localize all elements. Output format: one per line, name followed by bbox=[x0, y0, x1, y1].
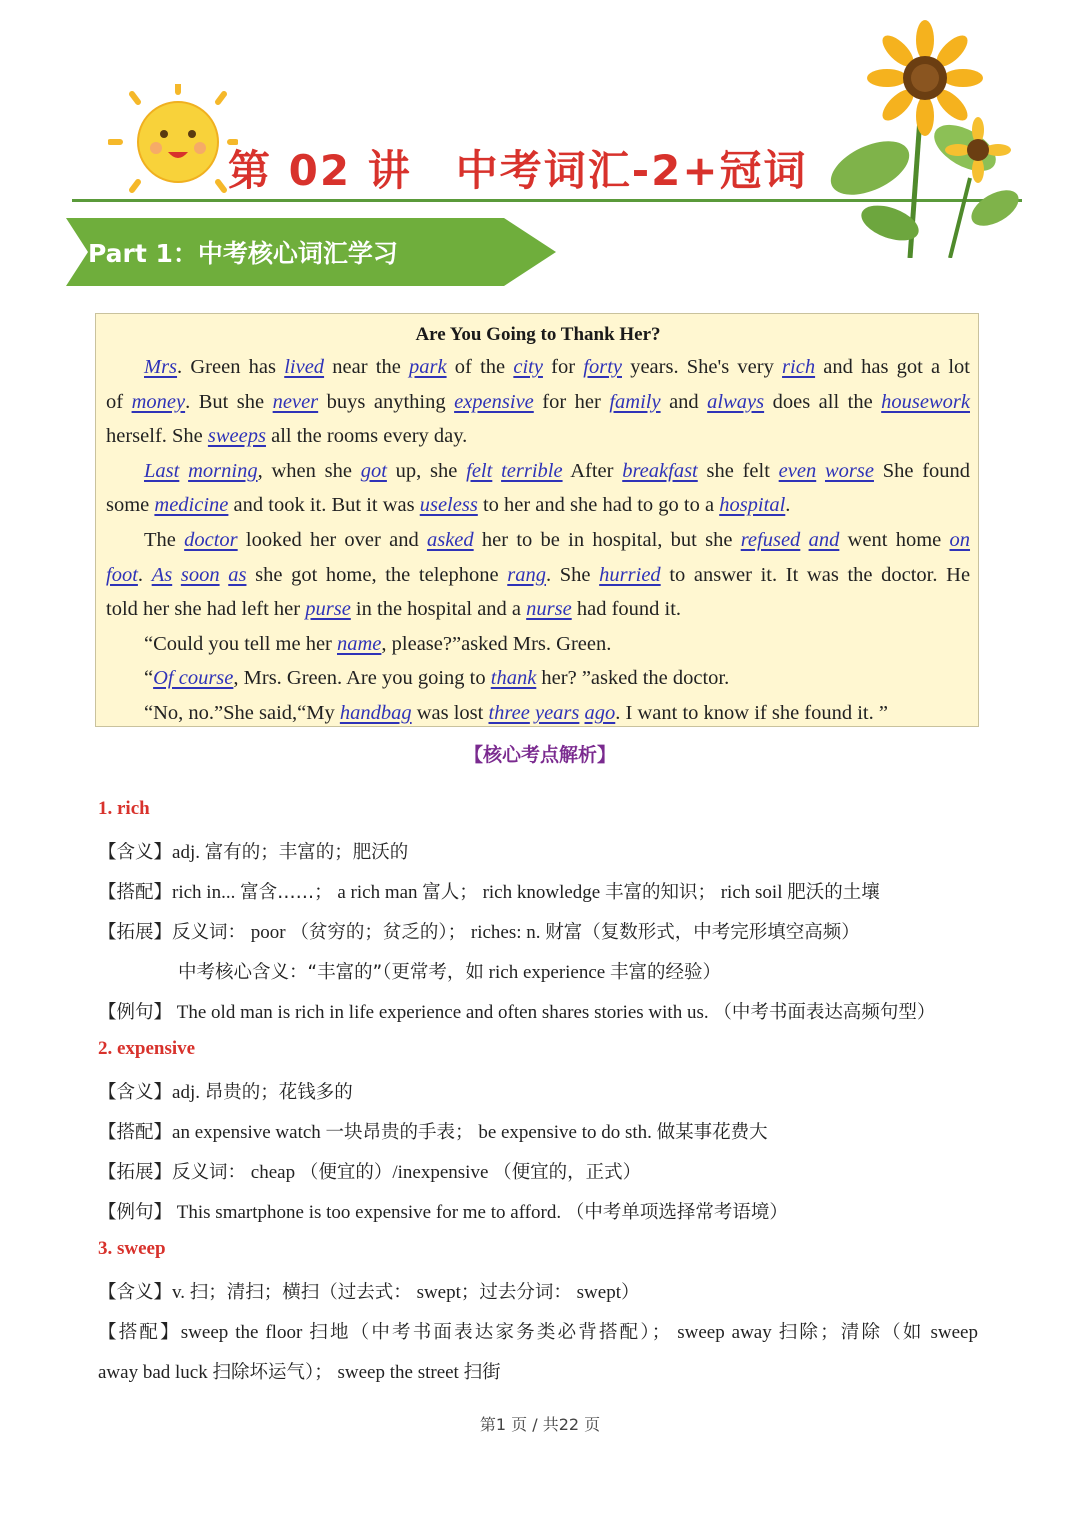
english-text: sweep bbox=[923, 1322, 978, 1343]
key-word: got bbox=[360, 459, 387, 482]
entry-title: 1. rich bbox=[98, 798, 150, 819]
passage-text: went home bbox=[839, 529, 950, 551]
key-word: terrible bbox=[501, 459, 563, 482]
entry-row bbox=[98, 838, 408, 864]
passage-text bbox=[800, 529, 808, 551]
passage-text: to answer it. It was the doctor. He bbox=[660, 563, 971, 586]
chinese-text: 【搭配】 bbox=[98, 882, 173, 903]
passage-text: near the bbox=[324, 356, 410, 378]
passage-text: does all the bbox=[764, 390, 882, 413]
entry-row bbox=[98, 1358, 501, 1384]
key-word: even bbox=[778, 459, 817, 482]
key-word: useless bbox=[419, 494, 478, 517]
key-word: expensive bbox=[454, 390, 534, 413]
passage-text: for her bbox=[533, 390, 610, 413]
english-text: v. bbox=[172, 1282, 190, 1303]
passage-text: all the rooms every day. bbox=[265, 425, 468, 448]
passage-line bbox=[144, 633, 611, 656]
english-text: The old man is rich in life experience and often shares stories with us. bbox=[172, 1002, 714, 1023]
passage-line bbox=[106, 494, 790, 517]
passage-text: her to be in hospital, but she bbox=[473, 529, 741, 551]
passage-text: had found it. bbox=[571, 598, 682, 621]
passage-text: . Green has bbox=[177, 356, 285, 378]
chinese-text: （中考书面表达高频句型） bbox=[713, 1002, 936, 1023]
passage-text: and took it. But it was bbox=[228, 494, 420, 517]
chinese-text: 【含义】 bbox=[98, 842, 173, 863]
chinese-text: 扫街 bbox=[463, 1362, 501, 1383]
english-text: swept bbox=[411, 1282, 461, 1303]
lesson-title bbox=[228, 138, 808, 198]
chinese-text: 丰富的知识； bbox=[604, 882, 716, 903]
chinese-text: （便宜的，正式） bbox=[493, 1162, 642, 1183]
passage-text: . bbox=[785, 494, 791, 517]
key-word: purse bbox=[305, 598, 351, 621]
passage-line bbox=[144, 667, 729, 690]
entry-row bbox=[98, 918, 860, 944]
key-word: Last bbox=[144, 459, 180, 482]
passage-text: The bbox=[144, 529, 185, 551]
chinese-text: 【含义】 bbox=[98, 1082, 173, 1103]
key-word: thank bbox=[490, 667, 537, 690]
key-word: asked bbox=[426, 529, 474, 551]
passage-text: some bbox=[106, 494, 155, 517]
english-text: sweep the street bbox=[332, 1362, 464, 1383]
passage-text bbox=[816, 460, 825, 482]
chinese-text: 做某事花费大 bbox=[656, 1122, 768, 1143]
passage-line bbox=[106, 425, 467, 448]
passage-text: “Could you tell me her bbox=[144, 632, 337, 655]
passage-text: and has got a lot bbox=[815, 356, 970, 378]
key-word: hurried bbox=[599, 563, 661, 586]
key-word: breakfast bbox=[622, 459, 698, 482]
english-text: cheap bbox=[246, 1162, 300, 1183]
english-text: rich knowledge bbox=[477, 882, 605, 903]
chinese-text: 财富（复数形式，中考完形填空高频） bbox=[545, 922, 860, 943]
entry-row bbox=[178, 958, 721, 984]
key-word: never bbox=[272, 390, 319, 413]
chinese-text: 反义词： bbox=[172, 1162, 247, 1183]
chinese-text: 【拓展】 bbox=[98, 922, 173, 943]
entry-row bbox=[98, 878, 880, 904]
passage-text: , please?”asked Mrs. Green. bbox=[381, 632, 612, 655]
passage-text bbox=[172, 564, 181, 586]
english-text: a rich man bbox=[332, 882, 423, 903]
analysis-heading: 【核心考点解析】 bbox=[463, 744, 616, 766]
passage-text: “No, no.”She said,“My bbox=[144, 702, 340, 724]
key-word: Mrs bbox=[144, 356, 178, 378]
entry-title: 2. expensive bbox=[98, 1038, 196, 1059]
lesson-topic: 中考词汇-2+冠词 bbox=[455, 146, 808, 195]
key-word: doctor bbox=[184, 529, 238, 551]
passage-text: looked her over and bbox=[237, 529, 427, 551]
key-word: family bbox=[609, 390, 661, 413]
chinese-text: 中考核心含义：“丰富的”（更常考，如 bbox=[178, 962, 484, 983]
key-word: always bbox=[707, 390, 765, 413]
passage-text: herself. She bbox=[106, 425, 208, 448]
passage-line bbox=[144, 460, 970, 483]
chinese-text: （便宜的） bbox=[299, 1162, 393, 1183]
passage-line bbox=[144, 356, 970, 379]
chinese-text: 富含……； bbox=[240, 882, 333, 903]
chinese-text: 【例句】 bbox=[98, 1202, 173, 1223]
chinese-text: 扫除；清除（如 bbox=[778, 1322, 924, 1343]
key-word: soon bbox=[180, 563, 220, 586]
passage-text: she got home, the telephone bbox=[246, 563, 508, 586]
chinese-text: 反义词： bbox=[172, 922, 247, 943]
english-text: be expensive to do sth. bbox=[473, 1122, 657, 1143]
key-word: worse bbox=[824, 459, 874, 482]
entry-row bbox=[98, 1318, 978, 1344]
passage-line bbox=[106, 598, 681, 621]
entry-row bbox=[98, 1118, 768, 1144]
chinese-text: ；过去分词： bbox=[460, 1282, 572, 1303]
chinese-text: 【搭配】 bbox=[98, 1122, 173, 1143]
english-text: rich in... bbox=[172, 882, 241, 903]
chinese-text: 富有的；丰富的；肥沃的 bbox=[204, 842, 409, 863]
key-word: rich bbox=[782, 356, 816, 378]
english-text: riches: n. bbox=[466, 922, 546, 943]
chinese-text: 扫；清扫；横扫（过去式： bbox=[189, 1282, 412, 1303]
key-word: nurse bbox=[526, 598, 572, 621]
passage-text: . I want to know if she found it. ” bbox=[615, 702, 888, 724]
passage-text: , Mrs. Green. Are you going to bbox=[233, 667, 491, 690]
english-text: rich experience bbox=[483, 962, 610, 983]
key-word: name bbox=[337, 632, 382, 655]
english-text: an expensive watch bbox=[172, 1122, 326, 1143]
part-label: Part 1：中考核心词汇学习 bbox=[88, 239, 398, 268]
passage-text: her? ”asked the doctor. bbox=[536, 667, 730, 690]
key-word: as bbox=[228, 563, 247, 586]
key-word: lived bbox=[284, 356, 325, 378]
chinese-text: 富人； bbox=[422, 882, 478, 903]
english-text: rich soil bbox=[715, 882, 788, 903]
key-word: sweeps bbox=[207, 425, 266, 448]
passage-text: to her and she had to go to a bbox=[477, 494, 720, 517]
passage-text: in the hospital and a bbox=[350, 598, 527, 621]
key-word: handbag bbox=[339, 702, 412, 724]
english-text: away bad luck bbox=[98, 1362, 213, 1383]
sunflower-illustration bbox=[800, 18, 1030, 258]
passage-text bbox=[179, 460, 188, 482]
passage-text bbox=[492, 460, 501, 482]
entry-row bbox=[98, 1078, 353, 1104]
chinese-text: 【例句】 bbox=[98, 1002, 173, 1023]
passage-text: was lost bbox=[411, 702, 489, 724]
chinese-text: ） bbox=[620, 1282, 640, 1303]
key-word: medicine bbox=[154, 494, 229, 517]
key-word: morning bbox=[188, 459, 258, 482]
entry-row bbox=[98, 1158, 641, 1184]
entry-row bbox=[98, 998, 935, 1024]
chinese-text: 扫除坏运气）； bbox=[212, 1362, 333, 1383]
key-word: three bbox=[488, 702, 530, 724]
passage-text: years. She's very bbox=[621, 356, 783, 378]
key-word: years bbox=[534, 702, 580, 724]
key-word: foot bbox=[106, 563, 138, 586]
key-word: housework bbox=[881, 390, 970, 413]
passage-line bbox=[144, 529, 970, 552]
passage-text: she felt bbox=[697, 459, 779, 482]
passage-text: , when she bbox=[257, 459, 361, 482]
key-word: forty bbox=[583, 356, 622, 378]
chinese-text: 【搭配】 bbox=[98, 1322, 181, 1343]
passage-text: . bbox=[137, 563, 152, 586]
chinese-text: （中考单项选择常考语境） bbox=[565, 1202, 788, 1223]
passage-text: up, she bbox=[386, 459, 467, 482]
key-word: city bbox=[513, 356, 543, 378]
chinese-text: 扫地（中考书面表达家务类必背搭配）； bbox=[309, 1322, 671, 1343]
passage-text: After bbox=[562, 459, 623, 482]
chinese-text: （贫穷的；贫乏的）； bbox=[290, 922, 467, 943]
passage-line bbox=[106, 564, 970, 587]
english-text: sweep away bbox=[670, 1322, 779, 1343]
passage-line bbox=[144, 702, 888, 725]
english-text: sweep the floor bbox=[180, 1322, 310, 1343]
passage-title: Are You Going to Thank Her? bbox=[415, 324, 661, 345]
key-word: hospital bbox=[719, 494, 786, 517]
passage-text: of the bbox=[446, 356, 514, 378]
entry-row bbox=[98, 1198, 788, 1224]
entry-row bbox=[98, 1278, 640, 1304]
passage-text: told her she had left her bbox=[106, 598, 306, 621]
english-text: /inexpensive bbox=[392, 1162, 494, 1183]
page-footer: 第1 页 / 共22 页 bbox=[479, 1415, 601, 1434]
passage-text: of bbox=[106, 390, 132, 413]
chinese-text: 【含义】 bbox=[98, 1282, 173, 1303]
passage-text: She found bbox=[873, 459, 971, 482]
reading-passage bbox=[95, 313, 979, 727]
passage-text: “ bbox=[144, 667, 154, 690]
passage-text: and bbox=[660, 390, 708, 413]
passage-text bbox=[220, 564, 229, 586]
passage-text: buys anything bbox=[318, 390, 455, 413]
key-word: ago bbox=[584, 702, 616, 724]
key-word: and bbox=[808, 529, 840, 551]
passage-text: . She bbox=[546, 563, 600, 586]
english-text: This smartphone is too expensive for me to afford. bbox=[172, 1202, 566, 1223]
key-word: rang bbox=[507, 563, 546, 586]
key-word: refused bbox=[740, 529, 801, 551]
chinese-text: 【拓展】 bbox=[98, 1162, 173, 1183]
key-word: on bbox=[949, 529, 971, 551]
passage-line bbox=[106, 391, 970, 414]
english-text: adj. bbox=[172, 1082, 205, 1103]
key-word: As bbox=[151, 563, 173, 586]
chinese-text: 肥沃的土壤 bbox=[787, 882, 880, 903]
key-word: felt bbox=[466, 459, 493, 482]
passage-text: for bbox=[542, 356, 584, 378]
chinese-text: 一块昂贵的手表； bbox=[325, 1122, 474, 1143]
key-word: Of course bbox=[153, 667, 234, 690]
lesson-number: 第 02 讲 bbox=[228, 146, 412, 195]
chinese-text: 昂贵的；花钱多的 bbox=[204, 1082, 353, 1103]
english-text: adj. bbox=[172, 842, 205, 863]
english-text: swept bbox=[571, 1282, 621, 1303]
passage-text: . But she bbox=[185, 390, 273, 413]
chinese-text: 丰富的经验） bbox=[609, 962, 721, 983]
sun-illustration bbox=[108, 84, 238, 194]
key-word: park bbox=[409, 356, 447, 378]
entry-title: 3. sweep bbox=[98, 1238, 166, 1259]
key-word: money bbox=[131, 390, 186, 413]
english-text: poor bbox=[246, 922, 291, 943]
